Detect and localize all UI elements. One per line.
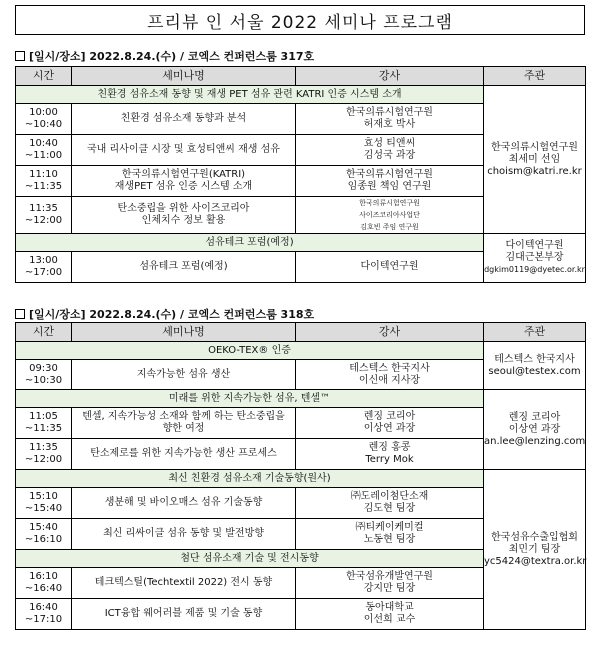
- section-1-heading-text: [일시/장소] 2022.8.24.(수) / 코엑스 컨퍼런스룸 317호: [29, 50, 315, 63]
- host-cell: [484, 342, 586, 390]
- seminar-title: 생분해 및 바이오매스 섬유 기술동향: [72, 488, 296, 519]
- time-cell: 13:00 ~17:00: [16, 252, 72, 283]
- host-email: an.lee@lenzing.com: [484, 435, 586, 447]
- page-title: 프리뷰 인 서울 2022 세미나 프로그램: [15, 5, 585, 35]
- seminar-title: 탄소제로를 위한 지속가능한 생산 프로세스: [72, 439, 296, 470]
- header-seminar: 세미나명: [72, 323, 296, 342]
- section-1-heading: [15, 48, 314, 64]
- header-speaker: 강사: [296, 67, 484, 86]
- header-host: 주관: [484, 323, 586, 342]
- time-cell: 09:30 ~10:30: [16, 360, 72, 390]
- seminar-title: ICT융합 웨어러블 제품 및 기술 동향: [72, 599, 296, 630]
- host-org: 렌징 코리아: [508, 411, 561, 423]
- speaker-cell: 렌징 홍콩 Terry Mok: [296, 439, 484, 470]
- section-2-heading-text: [일시/장소] 2022.8.24.(수) / 코엑스 컨퍼런스룸 318호: [29, 308, 315, 321]
- host-org: 한국의류시험연구원: [491, 141, 578, 153]
- time-cell: 11:10 ~11:35: [16, 166, 72, 197]
- time-cell: 15:40 ~16:10: [16, 519, 72, 550]
- speaker-cell: 다이텍연구원: [296, 252, 484, 283]
- seminar-title: 테크텍스틸(Techtextil 2022) 전시 동향: [72, 568, 296, 599]
- host-cell: [484, 390, 586, 470]
- speaker-cell: 한국의류시험연구원 허재호 박사: [296, 104, 484, 135]
- header-speaker: 강사: [296, 323, 484, 342]
- speaker-cell: 한국의류시험연구원 임종원 책임 연구원: [296, 166, 484, 197]
- host-name: 김대근본부장: [505, 252, 564, 263]
- speaker-cell: ㈜도레이첨단소재 김도현 팀장: [296, 488, 484, 519]
- seminar-title: 국내 리사이클 시장 및 효성티앤씨 재생 섬유: [72, 135, 296, 166]
- time-cell: 11:35 ~12:00: [16, 197, 72, 234]
- group-header: 최신 친환경 섬유소재 기술동향(원사): [16, 470, 484, 488]
- group-header: 친환경 섬유소재 동향 및 재생 PET 섬유 관련 KATRI 인증 시스템 소개: [16, 86, 484, 104]
- schedule-table-317: [15, 66, 586, 283]
- schedule-table-318: [15, 322, 586, 630]
- time-cell: 10:00 ~10:40: [16, 104, 72, 135]
- group-header: 첨단 섬유소재 기술 및 전시동향: [16, 550, 484, 568]
- seminar-title: 최신 리싸이클 섬유 동향 및 발전방향: [72, 519, 296, 550]
- host-email: yc5424@textra.or.kr: [484, 555, 587, 567]
- host-name: 최세미 선임: [508, 153, 561, 165]
- host-org: 테스텍스 한국지사: [494, 353, 575, 365]
- speaker-cell: 한국의류시험연구원 사이즈코리아사업단 김호빈 주임 연구원: [296, 197, 484, 234]
- host-email: seoul@testex.com: [488, 365, 581, 377]
- host-cell: [484, 234, 586, 283]
- group-header: 섬유테크 포럼(예정): [16, 234, 484, 252]
- host-cell: [484, 470, 586, 630]
- header-seminar: 세미나명: [72, 67, 296, 86]
- time-cell: 15:10 ~15:40: [16, 488, 72, 519]
- header-time: 시간: [16, 67, 72, 86]
- checkbox-square-icon: [15, 309, 25, 319]
- checkbox-square-icon: [15, 51, 25, 61]
- section-2-heading: [15, 306, 314, 322]
- group-header: 미래를 위한 지속가능한 섬유, 텐셀™: [16, 390, 484, 408]
- time-cell: 11:05 ~11:35: [16, 408, 72, 439]
- time-cell: 16:10 ~16:40: [16, 568, 72, 599]
- host-org: 한국섬유수출입협회: [491, 531, 578, 543]
- speaker-cell: 동아대학교 이선희 교수: [296, 599, 484, 630]
- host-org: 다이텍연구원: [505, 240, 564, 251]
- seminar-title: 지속가능한 섬유 생산: [72, 360, 296, 390]
- group-header: OEKO-TEX® 인증: [16, 342, 484, 360]
- seminar-title: 텐셀, 지속가능성 소재와 함께 하는 탄소중립을 향한 여정: [72, 408, 296, 439]
- header-host: 주관: [484, 67, 586, 86]
- speaker-cell: 한국섬유개발연구원 강지만 팀장: [296, 568, 484, 599]
- speaker-cell: 효성 티앤씨 김성국 과장: [296, 135, 484, 166]
- time-cell: 10:40 ~11:00: [16, 135, 72, 166]
- speaker-cell: 테스텍스 한국지사 이신애 지사장: [296, 360, 484, 390]
- seminar-title: 한국의류시험연구원(KATRI) 재생PET 섬유 인증 시스템 소개: [72, 166, 296, 197]
- speaker-cell: ㈜티케이케미컬 노동현 팀장: [296, 519, 484, 550]
- time-cell: 11:35 ~12:00: [16, 439, 72, 470]
- seminar-title: 섬유테크 포럼(예정): [72, 252, 296, 283]
- host-email: dgkim0119@dyetec.or.kr: [484, 265, 585, 274]
- speaker-cell: 렌징 코리아 이상연 과장: [296, 408, 484, 439]
- seminar-title: 탄소중립을 위한 사이즈코리아 인체치수 정보 활용: [72, 197, 296, 234]
- host-name: 최민기 팀장: [508, 543, 561, 555]
- header-time: 시간: [16, 323, 72, 342]
- time-cell: 16:40 ~17:10: [16, 599, 72, 630]
- host-cell: [484, 86, 586, 234]
- host-name: 이상연 과장: [508, 423, 561, 435]
- seminar-title: 친환경 섬유소재 동향과 분석: [72, 104, 296, 135]
- host-email: choism@katri.re.kr: [487, 165, 582, 177]
